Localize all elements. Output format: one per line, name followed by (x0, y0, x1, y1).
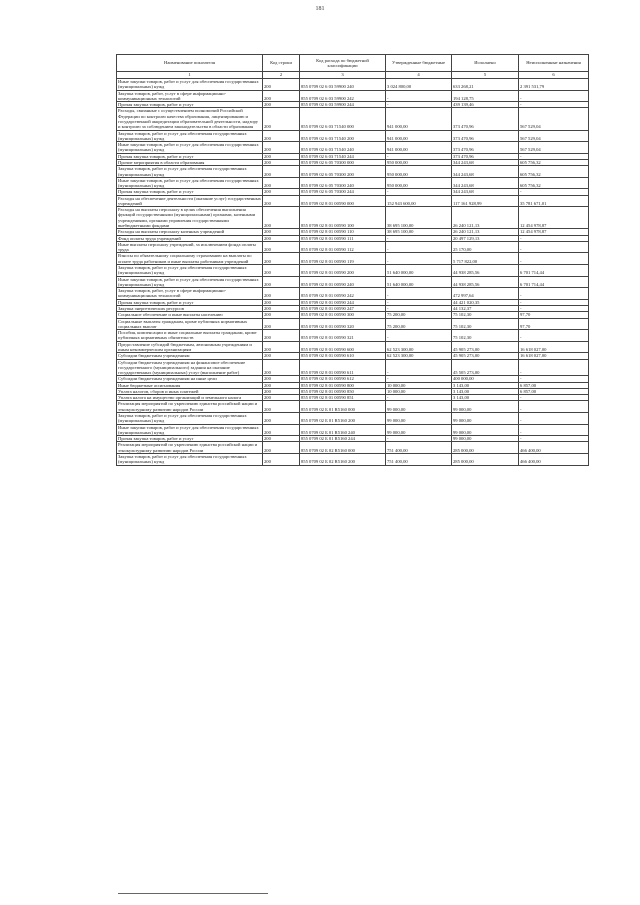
row-approved: 51 640 000,00 (386, 265, 452, 277)
row-unexecuted: 6 701 714,44 (519, 265, 589, 277)
row-name: Иные закупки товаров, работ и услуг для обеспечения государственных (муниципальных) нужд (117, 142, 263, 154)
row-approved: - (386, 153, 452, 159)
row-unexecuted: - (519, 413, 589, 425)
row-line-code: 200 (263, 436, 300, 442)
row-approved: 950 000,00 (386, 166, 452, 178)
row-executed: 99 000,00 (452, 401, 519, 413)
row-kbk: 855 0709 02 8 01 00590 320 (300, 318, 386, 330)
row-unexecuted: 12 454 978,87 (519, 207, 589, 229)
row-unexecuted: - (519, 153, 589, 159)
row-approved: 950 000,00 (386, 177, 452, 189)
row-executed: 75 102,30 (452, 330, 519, 342)
row-kbk: 855 0709 02 6 03 59900 242 (300, 90, 386, 102)
row-unexecuted: 605 756,32 (519, 166, 589, 178)
row-kbk: 855 0709 02 8 01 00590 112 (300, 241, 386, 253)
table-row (117, 195, 589, 207)
row-kbk: 855 0709 02 6 03 71540 240 (300, 142, 386, 154)
row-executed: 99 000,00 (452, 424, 519, 436)
row-executed: 99 000,00 (452, 436, 519, 442)
row-kbk: 855 0709 02 6 05 70300 244 (300, 189, 386, 195)
row-unexecuted: 466 400,00 (519, 454, 589, 466)
row-name: Реализация мероприятий по укреплению единства российской нации и этнокультурному развитию народов России (117, 401, 263, 413)
row-unexecuted: - (519, 305, 589, 311)
row-kbk: 855 0709 02 8 01 00590 600 (300, 341, 386, 353)
row-line-code: 200 (263, 388, 300, 394)
row-line-code: 200 (263, 265, 300, 277)
row-executed: 344 243,68 (452, 189, 519, 195)
row-line-code: 200 (263, 108, 300, 130)
row-unexecuted: 6 857,00 (519, 382, 589, 388)
table-row (117, 401, 589, 413)
row-executed: 75 102,30 (452, 318, 519, 330)
row-line-code: 200 (263, 130, 300, 142)
row-line-code: 200 (263, 207, 300, 229)
row-kbk: 855 0709 02 6 03 59900 240 (300, 79, 386, 91)
row-name: Иные выплаты персоналу учреждений, за исключением фонда оплаты труда (117, 241, 263, 253)
row-approved: - (386, 253, 452, 265)
row-approved: - (386, 241, 452, 253)
table-row (117, 424, 589, 436)
row-executed: 44 132,37 (452, 305, 519, 311)
table-row (117, 177, 589, 189)
row-executed: 75 102,30 (452, 312, 519, 318)
row-kbk: 855 0709 02 8 01 00590 611 (300, 359, 386, 376)
row-unexecuted: - (519, 359, 589, 376)
row-approved: 75 200,00 (386, 318, 452, 330)
row-unexecuted: - (519, 436, 589, 442)
row-executed: 45 905 273,00 (452, 341, 519, 353)
table-row (117, 318, 589, 330)
row-kbk: 855 0709 02 6 03 59900 244 (300, 102, 386, 108)
row-approved: - (386, 102, 452, 108)
table-row (117, 276, 589, 288)
row-kbk: 855 0709 02 8 01 00590 100 (300, 207, 386, 229)
row-unexecuted: - (519, 189, 589, 195)
row-name: Прочая закупка товаров, работ и услуг (117, 436, 263, 442)
row-unexecuted: 97,70 (519, 318, 589, 330)
row-executed: 25 170,00 (452, 241, 519, 253)
row-line-code: 200 (263, 102, 300, 108)
row-approved: 152 943 600,00 (386, 195, 452, 207)
row-approved: 62 523 300,00 (386, 353, 452, 359)
column-number: 4 (386, 72, 452, 79)
row-unexecuted: - (519, 102, 589, 108)
row-kbk: 855 0709 02 8 01 00590 244 (300, 299, 386, 305)
row-kbk: 855 0709 02 8 01 00590 800 (300, 382, 386, 388)
row-name: Прочая закупка товаров, работ и услуг (117, 102, 263, 108)
row-executed: 26 240 121,13 (452, 207, 519, 229)
header-name: Наименование показателя (117, 55, 263, 72)
row-kbk: 855 0709 02 6 05 70300 200 (300, 166, 386, 178)
row-unexecuted: 6 701 714,44 (519, 276, 589, 288)
row-unexecuted: 2 391 531,79 (519, 79, 589, 91)
row-executed: 344 243,68 (452, 166, 519, 178)
row-kbk: 855 0709 02 8 01 00590 110 (300, 229, 386, 235)
table-row (117, 442, 589, 454)
row-name: Закупка товаров, работ и услуг для обеспечения государственных (муниципальных) нужд (117, 265, 263, 277)
row-approved: 99 000,00 (386, 401, 452, 413)
row-name: Закупка товаров, работ, услуг в сфере информационно-коммуникационных технологий (117, 90, 263, 102)
row-line-code: 200 (263, 424, 300, 436)
row-executed: 194 128,75 (452, 90, 519, 102)
table-row (117, 359, 589, 376)
row-line-code: 200 (263, 166, 300, 178)
row-name: Закупка товаров, работ и услуг для обеспечения государственных (муниципальных) нужд (117, 166, 263, 178)
row-line-code: 200 (263, 454, 300, 466)
row-line-code: 200 (263, 195, 300, 207)
row-unexecuted: 16 618 027,00 (519, 341, 589, 353)
row-kbk: 855 0709 02 8 01 00590 851 (300, 395, 386, 401)
row-unexecuted: - (519, 299, 589, 305)
row-approved: 10 000,00 (386, 388, 452, 394)
row-kbk: 855 0709 02 Б 01 R5160 200 (300, 413, 386, 425)
row-unexecuted: - (519, 235, 589, 241)
column-number: 6 (519, 72, 589, 79)
row-approved: - (386, 299, 452, 305)
row-line-code: 200 (263, 79, 300, 91)
row-line-code: 200 (263, 442, 300, 454)
row-executed: 99 000,00 (452, 413, 519, 425)
row-approved: - (386, 189, 452, 195)
row-name: Социальные выплаты гражданам, кроме публичных нормативных социальных выплат (117, 318, 263, 330)
table-row (117, 454, 589, 466)
table-row (117, 90, 589, 102)
header-row (117, 55, 589, 72)
row-executed: 285 000,00 (452, 454, 519, 466)
row-line-code: 200 (263, 299, 300, 305)
table-row (117, 413, 589, 425)
row-kbk: 855 0709 02 Б 01 R5160 244 (300, 436, 386, 442)
row-approved: 51 640 000,00 (386, 276, 452, 288)
row-name: Взносы по обязательному социальному страхованию на выплаты по оплате труда работников и иные выплаты работникам учреждений (117, 253, 263, 265)
row-line-code: 200 (263, 253, 300, 265)
row-name: Прочая закупка товаров, работ и услуг (117, 153, 263, 159)
row-unexecuted: 567 529,04 (519, 142, 589, 154)
row-kbk: 855 0709 02 8 01 00590 242 (300, 288, 386, 300)
row-name: Фонд оплаты труда учреждений (117, 235, 263, 241)
row-approved: - (386, 376, 452, 382)
row-unexecuted: - (519, 253, 589, 265)
row-approved: 99 000,00 (386, 424, 452, 436)
row-line-code: 200 (263, 413, 300, 425)
column-number: 2 (263, 72, 300, 79)
row-unexecuted: 605 756,32 (519, 177, 589, 189)
row-unexecuted: - (519, 330, 589, 342)
row-name: Закупка товаров, работ, услуг в сфере информационно-коммуникационных технологий (117, 288, 263, 300)
row-name: Уплата налогов, сборов и иных платежей (117, 388, 263, 394)
row-line-code: 200 (263, 382, 300, 388)
row-unexecuted: 567 529,04 (519, 108, 589, 130)
table-row (117, 207, 589, 229)
row-name: Субсидии бюджетным учреждениям на иные цели (117, 376, 263, 382)
table-body (117, 79, 589, 466)
row-approved: 3 024 800,00 (386, 79, 452, 91)
row-line-code: 200 (263, 305, 300, 311)
row-executed: 633 268,21 (452, 79, 519, 91)
row-unexecuted: - (519, 395, 589, 401)
row-kbk: 855 0709 02 8 01 00590 119 (300, 253, 386, 265)
row-executed: 344 243,68 (452, 177, 519, 189)
row-unexecuted: 12 454 978,87 (519, 229, 589, 235)
row-unexecuted: - (519, 241, 589, 253)
row-kbk: 855 0709 02 8 01 00590 300 (300, 312, 386, 318)
row-kbk: 855 0709 02 8 01 00590 247 (300, 305, 386, 311)
table-row (117, 108, 589, 130)
row-unexecuted: - (519, 401, 589, 413)
row-kbk: 855 0709 02 8 01 00590 610 (300, 353, 386, 359)
row-approved: 62 523 300,00 (386, 341, 452, 353)
row-name: Уплата налога на имущество организаций и земельного налога (117, 395, 263, 401)
row-executed: 3 143,00 (452, 382, 519, 388)
row-kbk: 855 0709 02 8 01 00590 111 (300, 235, 386, 241)
table-row (117, 130, 589, 142)
row-line-code: 200 (263, 229, 300, 235)
row-approved: 38 695 100,00 (386, 229, 452, 235)
row-kbk: 855 0709 02 8 01 00590 321 (300, 330, 386, 342)
row-name: Закупка товаров, работ и услуг для обеспечения государственных (муниципальных) нужд (117, 413, 263, 425)
row-unexecuted: 35 781 671,01 (519, 195, 589, 207)
row-name: Расходы на выплаты персоналу казенных учреждений (117, 229, 263, 235)
column-number: 3 (300, 72, 386, 79)
row-line-code: 200 (263, 401, 300, 413)
row-approved: - (386, 288, 452, 300)
row-kbk: 855 0709 02 Б 02 R5160 000 (300, 442, 386, 454)
row-name: Социальное обеспечение и иные выплаты населению (117, 312, 263, 318)
row-kbk: 855 0709 02 8 01 00590 200 (300, 265, 386, 277)
table-row (117, 79, 589, 91)
footer-rule (118, 893, 268, 894)
row-kbk: 855 0709 02 Б 01 R5160 000 (300, 401, 386, 413)
row-line-code: 200 (263, 359, 300, 376)
row-kbk: 855 0709 02 6 03 71540 200 (300, 130, 386, 142)
row-name: Иные закупки товаров, работ и услуг для обеспечения государственных (муниципальных) нужд (117, 79, 263, 91)
row-name: Предоставление субсидий бюджетным, автономным учреждениям и иным некоммерческим организациям (117, 341, 263, 353)
row-executed: 373 470,96 (452, 130, 519, 142)
row-unexecuted: - (519, 376, 589, 382)
row-name: Расходы на выплаты персоналу в целях обеспечения выполнения функций государственными (муниципальными) органами, казенными учреждениями, органами управления государственными внебюджетными фондами (117, 207, 263, 229)
row-line-code: 200 (263, 353, 300, 359)
row-line-code: 200 (263, 189, 300, 195)
row-executed: 439 139,46 (452, 102, 519, 108)
row-line-code: 200 (263, 159, 300, 165)
row-executed: 45 905 273,00 (452, 353, 519, 359)
row-unexecuted: 6 857,00 (519, 388, 589, 394)
budget-execution-table (116, 54, 589, 466)
header-approved: Утвержденные бюджетные (386, 55, 452, 72)
row-executed: 44 421 020,35 (452, 299, 519, 305)
row-line-code: 200 (263, 235, 300, 241)
row-name: Иные закупки товаров, работ и услуг для обеспечения государственных (муниципальных) нужд (117, 424, 263, 436)
row-line-code: 200 (263, 288, 300, 300)
row-name: Прочие мероприятия в области образования (117, 159, 263, 165)
row-approved: - (386, 359, 452, 376)
row-name: Расходы, связанные с осуществлением полномочий Российской Федерации по контролю качества образования, лицензированию и государственной аккредитации образовательной деятельности, надзору и контролю за соблюдением законодательства в области образования (117, 108, 263, 130)
row-unexecuted: - (519, 424, 589, 436)
row-unexecuted: 567 529,04 (519, 130, 589, 142)
row-approved: 941 000,00 (386, 142, 452, 154)
row-line-code: 200 (263, 241, 300, 253)
row-kbk: 855 0709 02 Б 02 R5160 200 (300, 454, 386, 466)
row-kbk: 855 0709 02 6 05 70300 000 (300, 159, 386, 165)
row-name: Субсидии бюджетным учреждениям (117, 353, 263, 359)
row-line-code: 200 (263, 142, 300, 154)
row-name: Иные закупки товаров, работ и услуг для обеспечения государственных (муниципальных) нужд (117, 276, 263, 288)
row-line-code: 200 (263, 376, 300, 382)
row-kbk: 855 0709 02 Б 01 R5160 240 (300, 424, 386, 436)
row-name: Иные закупки товаров, работ и услуг для обеспечения государственных (муниципальных) нужд (117, 177, 263, 189)
table-row (117, 330, 589, 342)
row-line-code: 200 (263, 395, 300, 401)
table-row (117, 288, 589, 300)
row-unexecuted: 97,70 (519, 312, 589, 318)
row-approved: - (386, 305, 452, 311)
row-line-code: 200 (263, 341, 300, 353)
row-approved: - (386, 330, 452, 342)
row-name: Расходы на обеспечение деятельности (оказание услуг) государственных учреждений (118, 195, 261, 206)
row-kbk: 855 0709 02 8 01 00590 850 (300, 388, 386, 394)
row-unexecuted: 605 756,32 (519, 159, 589, 165)
row-approved: - (386, 395, 452, 401)
row-approved: 941 000,00 (386, 108, 452, 130)
row-approved: - (386, 90, 452, 102)
row-line-code: 200 (263, 177, 300, 189)
row-approved: 38 695 100,00 (386, 207, 452, 229)
row-unexecuted: 16 618 027,00 (519, 353, 589, 359)
row-executed: 373 470,96 (452, 108, 519, 130)
header-unexecuted: Неисполненные назначения (519, 55, 589, 72)
row-line-code: 200 (263, 318, 300, 330)
row-executed: 344 243,68 (452, 159, 519, 165)
row-approved: 751 400,00 (386, 454, 452, 466)
row-name: Закупка товаров, работ и услуг для обеспечения государственных (муниципальных) нужд (117, 454, 263, 466)
header-executed: Исполнено (452, 55, 519, 72)
row-executed: 117 161 928,99 (452, 195, 519, 207)
column-number-row (117, 72, 589, 79)
table-row (117, 241, 589, 253)
row-name: Закупка товаров, работ и услуг для обеспечения государственных (муниципальных) нужд (117, 130, 263, 142)
row-executed: 45 505 273,00 (452, 359, 519, 376)
row-kbk: 855 0709 02 6 03 71540 000 (300, 108, 386, 130)
row-kbk: 855 0709 02 8 01 00590 612 (300, 376, 386, 382)
table-row (117, 253, 589, 265)
row-name: Субсидии бюджетным учреждениям на финансовое обеспечение государственного (муниципального) задания на оказание государственных (муниципальных) услуг (выполнение работ) (117, 359, 263, 376)
row-executed: 20 497 129,13 (452, 235, 519, 241)
row-name: Прочая закупка товаров, работ и услуг (117, 299, 263, 305)
table-row (117, 166, 589, 178)
row-line-code: 200 (263, 312, 300, 318)
row-approved: - (386, 235, 452, 241)
row-approved: - (386, 436, 452, 442)
row-kbk: 855 0709 02 8 01 00590 000 (300, 195, 386, 207)
row-executed: 5 717 822,00 (452, 253, 519, 265)
row-approved: 941 000,00 (386, 130, 452, 142)
row-executed: 400 000,00 (452, 376, 519, 382)
row-executed: 472 997,64 (452, 288, 519, 300)
row-line-code: 200 (263, 90, 300, 102)
row-executed: 3 143,00 (452, 388, 519, 394)
row-approved: 950 000,00 (386, 159, 452, 165)
row-unexecuted: - (519, 288, 589, 300)
row-approved: 751 400,00 (386, 442, 452, 454)
row-unexecuted: - (519, 90, 589, 102)
row-name: Прочая закупка товаров, работ и услуг (117, 189, 263, 195)
row-approved: 75 200,00 (386, 312, 452, 318)
row-executed: 44 938 285,56 (452, 276, 519, 288)
row-executed: 373 470,96 (452, 142, 519, 154)
row-name: Реализация мероприятий по укреплению единства российской нации и этнокультурному развитию народов России (117, 442, 263, 454)
row-kbk: 855 0709 02 6 03 71540 244 (300, 153, 386, 159)
row-executed: 285 000,00 (452, 442, 519, 454)
row-line-code: 200 (263, 276, 300, 288)
row-approved: 10 000,00 (386, 382, 452, 388)
row-line-code: 200 (263, 330, 300, 342)
column-number: 1 (117, 72, 263, 79)
header-kbk: Код расхода по бюджетной классификации (300, 55, 386, 72)
row-name: Иные бюджетные ассигнования (117, 382, 263, 388)
table-row (117, 142, 589, 154)
row-name: Пособия, компенсации и иные социальные выплаты гражданам, кроме публичных нормативных обязательств (117, 330, 263, 342)
row-kbk: 855 0709 02 8 01 00590 240 (300, 276, 386, 288)
row-kbk: 855 0709 02 6 05 70300 240 (300, 177, 386, 189)
row-unexecuted: 466 400,00 (519, 442, 589, 454)
row-line-code: 200 (263, 153, 300, 159)
table-row (117, 265, 589, 277)
header-line-code: Код строки (263, 55, 300, 72)
column-number: 5 (452, 72, 519, 79)
row-executed: 373 470,96 (452, 153, 519, 159)
row-executed: 44 938 285,56 (452, 265, 519, 277)
page-number: 181 (315, 6, 325, 12)
row-executed: 26 240 121,13 (452, 229, 519, 235)
row-name: Закупка энергетических ресурсов (117, 305, 263, 311)
row-approved: 99 000,00 (386, 413, 452, 425)
row-executed: 3 143,00 (452, 395, 519, 401)
table-row (117, 341, 589, 353)
